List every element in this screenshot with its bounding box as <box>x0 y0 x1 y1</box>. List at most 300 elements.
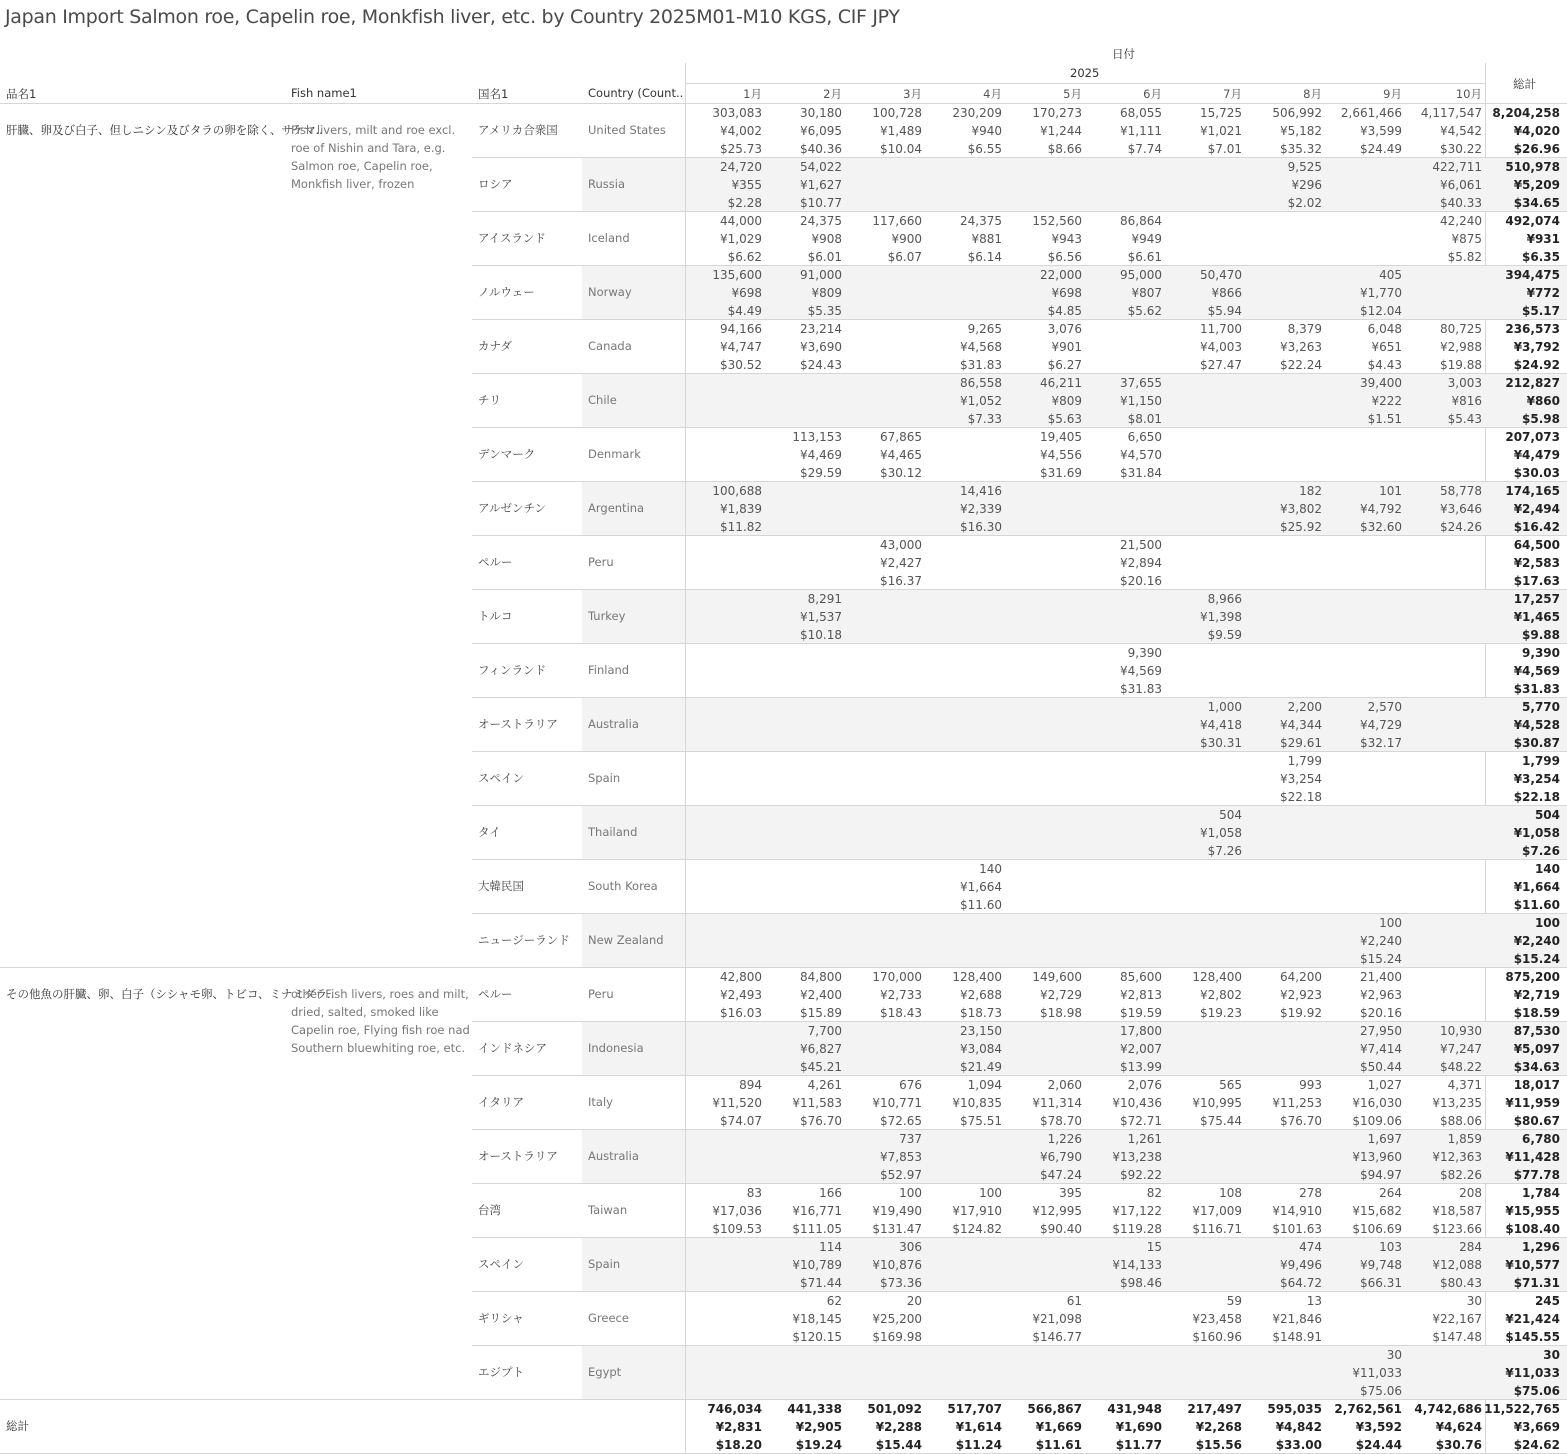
cell-usd: $101.63 <box>1272 1222 1322 1236</box>
cell-usd: $73.36 <box>880 1276 922 1290</box>
data-cell <box>1246 1184 1322 1238</box>
country-name-en[interactable]: Indonesia <box>588 1041 644 1055</box>
cell-usd: $50.44 <box>1360 1060 1402 1074</box>
data-cell <box>1406 1076 1482 1130</box>
country-name-en[interactable]: Iceland <box>588 231 630 245</box>
data-cell <box>1246 158 1322 212</box>
row-total-cell <box>1484 914 1560 968</box>
cell-kgs: 84,800 <box>800 970 842 984</box>
cell-kgs: 6,048 <box>1367 322 1402 336</box>
data-cell <box>1166 1292 1242 1346</box>
month-header-6[interactable]: 6月 <box>1143 87 1162 101</box>
cell-kgs: 9,525 <box>1287 160 1322 174</box>
cell-usd: $145.55 <box>1505 1330 1560 1344</box>
data-cell <box>1086 104 1162 158</box>
country-name-jp[interactable]: フィンランド <box>478 663 547 677</box>
cell-usd: $27.47 <box>1200 358 1242 372</box>
cell-jpy: ¥18,145 <box>792 1312 842 1326</box>
cell-usd: $10.04 <box>880 142 922 156</box>
cell-jpy: ¥11,253 <box>1272 1096 1322 1110</box>
cell-kgs: 208 <box>1459 1186 1482 1200</box>
country-name-en[interactable]: Finland <box>588 663 630 677</box>
country-name-en[interactable]: Spain <box>588 1257 621 1271</box>
cell-kgs: 230,209 <box>952 106 1002 120</box>
grand-total-cell <box>1326 1400 1402 1454</box>
cell-jpy: ¥2,733 <box>880 988 922 1002</box>
cell-usd: $90.40 <box>1040 1222 1082 1236</box>
cell-kgs: 21,400 <box>1360 970 1402 984</box>
data-cell <box>1326 482 1402 536</box>
row-total-cell <box>1484 158 1560 212</box>
cell-usd: $1.51 <box>1367 412 1402 426</box>
cell-jpy: ¥3,592 <box>1355 1420 1402 1434</box>
data-cell <box>846 104 922 158</box>
cell-usd: $11.60 <box>1513 898 1560 912</box>
cell-usd: $16.42 <box>1513 520 1560 534</box>
header-line-year <box>686 83 1486 84</box>
cell-usd: $15.24 <box>1360 952 1402 966</box>
row-band-data <box>686 697 1567 751</box>
country-name-en[interactable]: Thailand <box>588 825 638 839</box>
country-name-jp[interactable]: カナダ <box>478 339 512 353</box>
row-total-cell <box>1484 1346 1560 1400</box>
cell-jpy: ¥1,839 <box>720 502 762 516</box>
cell-usd: $19.59 <box>1120 1006 1162 1020</box>
row-separator <box>472 643 1567 644</box>
cell-jpy: ¥10,876 <box>872 1258 922 1272</box>
cell-jpy: ¥2,802 <box>1200 988 1242 1002</box>
data-cell <box>766 590 842 644</box>
data-cell <box>926 1076 1002 1130</box>
country-name-en[interactable]: Peru <box>588 555 614 569</box>
data-cell <box>1006 266 1082 320</box>
cell-kgs: 39,400 <box>1360 376 1402 390</box>
data-cell <box>1166 1184 1242 1238</box>
data-cell <box>1006 1076 1082 1130</box>
cell-usd: $66.31 <box>1360 1276 1402 1290</box>
cell-usd: $64.72 <box>1280 1276 1322 1290</box>
row-separator <box>472 157 1567 158</box>
country-name-jp[interactable]: エジプト <box>478 1365 524 1379</box>
cell-usd: $120.15 <box>792 1330 842 1344</box>
cell-jpy: ¥4,569 <box>1513 664 1560 678</box>
cell-usd: $24.26 <box>1440 520 1482 534</box>
country-name-en[interactable]: New Zealand <box>588 933 664 947</box>
cell-usd: $75.06 <box>1513 1384 1560 1398</box>
cell-kgs: 20 <box>906 1294 922 1308</box>
country-name-en[interactable]: Chile <box>588 393 617 407</box>
country-name-jp[interactable]: オーストラリア <box>478 1149 558 1163</box>
country-name-jp[interactable]: 台湾 <box>478 1203 501 1217</box>
data-cell <box>1006 428 1082 482</box>
cell-jpy: ¥2,831 <box>715 1420 762 1434</box>
cell-kgs: 3,076 <box>1047 322 1082 336</box>
row-total-cell <box>1484 1076 1560 1130</box>
cell-kgs: 394,475 <box>1505 268 1560 282</box>
date-header: 日付 <box>1112 47 1135 61</box>
data-cell <box>1166 104 1242 158</box>
country-en-header[interactable]: Country (Count.. <box>588 86 684 100</box>
cell-kgs: 566,867 <box>1027 1402 1082 1416</box>
row-total-cell <box>1484 266 1560 320</box>
cell-jpy: ¥860 <box>1526 394 1560 408</box>
country-name-jp[interactable]: アルゼンチン <box>478 501 546 515</box>
cell-usd: $33.00 <box>1275 1438 1322 1452</box>
country-name-jp[interactable]: タイ <box>478 825 501 839</box>
cell-jpy: ¥3,254 <box>1280 772 1322 786</box>
cell-usd: $10.77 <box>800 196 842 210</box>
data-cell <box>766 320 842 374</box>
cell-usd: $40.33 <box>1440 196 1482 210</box>
month-header-10[interactable]: 10月 <box>1455 87 1482 101</box>
cell-jpy: ¥2,963 <box>1360 988 1402 1002</box>
data-cell <box>686 158 762 212</box>
cell-kgs: 68,055 <box>1120 106 1162 120</box>
cell-usd: $34.65 <box>1513 196 1560 210</box>
cell-usd: $16.03 <box>720 1006 762 1020</box>
cell-usd: $47.24 <box>1040 1168 1082 1182</box>
cell-jpy: ¥1,398 <box>1200 610 1242 624</box>
row-separator <box>472 859 1567 860</box>
country-name-jp[interactable]: ペルー <box>478 987 513 1001</box>
cell-jpy: ¥1,537 <box>800 610 842 624</box>
cell-jpy: ¥1,052 <box>960 394 1002 408</box>
country-name-jp[interactable]: ロシア <box>478 177 513 191</box>
cell-usd: $6.27 <box>1047 358 1082 372</box>
country-name-jp[interactable]: インドネシア <box>478 1041 547 1055</box>
cell-kgs: 8,966 <box>1207 592 1242 606</box>
country-name-en[interactable]: Russia <box>588 177 625 191</box>
data-cell <box>926 482 1002 536</box>
cell-jpy: ¥1,614 <box>955 1420 1002 1434</box>
data-cell <box>1326 320 1402 374</box>
cell-jpy: ¥15,955 <box>1505 1204 1560 1218</box>
cell-usd: $6.61 <box>1127 250 1162 264</box>
cell-kgs: 504 <box>1219 808 1242 822</box>
cell-usd: $116.71 <box>1192 1222 1242 1236</box>
data-cell <box>686 320 762 374</box>
cell-jpy: ¥21,846 <box>1272 1312 1322 1326</box>
month-header-5[interactable]: 5月 <box>1063 87 1082 101</box>
cell-kgs: 21,500 <box>1120 538 1162 552</box>
cell-jpy: ¥14,910 <box>1272 1204 1322 1218</box>
cell-usd: $78.70 <box>1040 1114 1082 1128</box>
month-header-9[interactable]: 9月 <box>1383 87 1402 101</box>
country-name-en[interactable]: United States <box>588 123 666 137</box>
cell-usd: $109.53 <box>712 1222 762 1236</box>
cell-jpy: ¥2,400 <box>800 988 842 1002</box>
row-total-cell <box>1484 806 1560 860</box>
country-name-en[interactable]: Australia <box>588 717 639 731</box>
data-cell <box>1406 482 1482 536</box>
country-name-jp[interactable]: イタリア <box>478 1095 524 1109</box>
cell-usd: $31.69 <box>1040 466 1082 480</box>
cell-jpy: ¥651 <box>1371 340 1402 354</box>
row-separator <box>472 751 1567 752</box>
cell-usd: $16.30 <box>960 520 1002 534</box>
data-cell <box>686 968 762 1022</box>
cell-jpy: ¥4,479 <box>1513 448 1560 462</box>
total-column-header[interactable]: 総計 <box>1513 77 1536 91</box>
country-name-jp[interactable]: ギリシャ <box>478 1311 524 1325</box>
cell-usd: $19.92 <box>1280 1006 1322 1020</box>
cell-kgs: 1,226 <box>1047 1132 1082 1146</box>
cell-kgs: 86,864 <box>1120 214 1162 228</box>
data-cell <box>1166 968 1242 1022</box>
month-header-1[interactable]: 1月 <box>743 87 762 101</box>
cell-kgs: 67,865 <box>880 430 922 444</box>
cell-jpy: ¥4,469 <box>800 448 842 462</box>
cell-jpy: ¥2,240 <box>1513 934 1560 948</box>
month-header-7[interactable]: 7月 <box>1223 87 1242 101</box>
cell-kgs: 6,650 <box>1127 430 1162 444</box>
country-name-jp[interactable]: デンマーク <box>478 447 536 461</box>
cell-kgs: 431,948 <box>1107 1402 1162 1416</box>
cell-usd: $7.01 <box>1207 142 1242 156</box>
data-cell <box>1406 212 1482 266</box>
country-name-jp[interactable]: アイスランド <box>478 231 546 245</box>
country-name-jp[interactable]: ノルウェー <box>478 285 535 299</box>
country-name-en[interactable]: Norway <box>588 285 632 299</box>
cell-usd: $35.32 <box>1280 142 1322 156</box>
cell-jpy: ¥10,436 <box>1112 1096 1162 1110</box>
data-cell <box>846 968 922 1022</box>
cell-usd: $25.73 <box>720 142 762 156</box>
cell-usd: $16.37 <box>880 574 922 588</box>
cell-usd: $29.61 <box>1280 736 1322 750</box>
data-cell <box>1086 1130 1162 1184</box>
country-name-en[interactable]: Greece <box>588 1311 629 1325</box>
cell-usd: $7.26 <box>1207 844 1242 858</box>
cell-usd: $34.63 <box>1513 1060 1560 1074</box>
country-name-en[interactable]: Peru <box>588 987 614 1001</box>
cell-usd: $108.40 <box>1505 1222 1560 1236</box>
cell-jpy: ¥3,669 <box>1513 1420 1560 1434</box>
cell-jpy: ¥2,007 <box>1120 1042 1162 1056</box>
cell-kgs: 128,400 <box>1192 970 1242 984</box>
row-total-cell <box>1484 860 1560 914</box>
row-separator <box>472 589 1567 590</box>
cell-kgs: 27,950 <box>1360 1024 1402 1038</box>
month-header-3[interactable]: 3月 <box>903 87 922 101</box>
cell-usd: $25.92 <box>1280 520 1322 534</box>
country-name-jp[interactable]: ニュージーランド <box>478 933 570 947</box>
row-total-cell <box>1484 536 1560 590</box>
cell-kgs: 108 <box>1219 1186 1242 1200</box>
data-cell <box>1246 1292 1322 1346</box>
cell-usd: $20.16 <box>1120 574 1162 588</box>
month-header-4[interactable]: 4月 <box>983 87 1002 101</box>
data-cell <box>1006 1292 1082 1346</box>
cell-jpy: ¥17,122 <box>1112 1204 1162 1218</box>
country-name-en[interactable]: Taiwan <box>588 1203 628 1217</box>
country-name-en[interactable]: Spain <box>588 771 621 785</box>
country-name-jp[interactable]: スペイン <box>478 1257 524 1271</box>
fish-name-header[interactable]: Fish name1 <box>291 86 357 100</box>
cell-usd: $29.59 <box>800 466 842 480</box>
cell-jpy: ¥5,182 <box>1280 124 1322 138</box>
cell-jpy: ¥809 <box>811 286 842 300</box>
cell-kgs: 1,296 <box>1522 1240 1560 1254</box>
country-name-en[interactable]: Canada <box>588 339 632 353</box>
country-name-jp[interactable]: チリ <box>478 393 501 407</box>
cell-usd: $72.71 <box>1120 1114 1162 1128</box>
cell-usd: $6.14 <box>967 250 1002 264</box>
cell-usd: $71.31 <box>1513 1276 1560 1290</box>
cell-jpy: ¥11,033 <box>1505 1366 1560 1380</box>
cell-kgs: 87,530 <box>1513 1024 1560 1038</box>
cell-kgs: 746,034 <box>707 1402 762 1416</box>
month-header-2[interactable]: 2月 <box>823 87 842 101</box>
cell-kgs: 117,660 <box>872 214 922 228</box>
cell-jpy: ¥10,789 <box>792 1258 842 1272</box>
cell-jpy: ¥6,827 <box>800 1042 842 1056</box>
row-total-cell <box>1484 1022 1560 1076</box>
product-jp-header[interactable]: 品名1 <box>6 87 37 101</box>
cell-jpy: ¥11,959 <box>1505 1096 1560 1110</box>
cell-kgs: 166 <box>819 1186 842 1200</box>
cell-usd: $123.66 <box>1432 1222 1482 1236</box>
cell-jpy: ¥22,167 <box>1432 1312 1482 1326</box>
cell-jpy: ¥9,748 <box>1360 1258 1402 1272</box>
cell-jpy: ¥11,520 <box>712 1096 762 1110</box>
cell-jpy: ¥21,098 <box>1032 1312 1082 1326</box>
data-cell <box>766 1184 842 1238</box>
cell-jpy: ¥4,747 <box>720 340 762 354</box>
cell-jpy: ¥7,853 <box>880 1150 922 1164</box>
cell-usd: $18.73 <box>960 1006 1002 1020</box>
cell-kgs: 492,074 <box>1505 214 1560 228</box>
cell-jpy: ¥1,150 <box>1120 394 1162 408</box>
cell-usd: $109.06 <box>1352 1114 1402 1128</box>
cell-jpy: ¥13,238 <box>1112 1150 1162 1164</box>
country-jp-header[interactable]: 国名1 <box>478 87 509 101</box>
cell-usd: $18.98 <box>1040 1006 1082 1020</box>
data-cell <box>1006 374 1082 428</box>
country-name-jp[interactable]: スペイン <box>478 771 524 785</box>
data-cell <box>766 1238 842 1292</box>
cell-kgs: 8,379 <box>1287 322 1322 336</box>
cell-usd: $30.03 <box>1513 466 1560 480</box>
cell-kgs: 510,978 <box>1505 160 1560 174</box>
country-name-en[interactable]: Turkey <box>588 609 626 623</box>
cell-kgs: 15 <box>1146 1240 1162 1254</box>
country-name-en[interactable]: Denmark <box>588 447 641 461</box>
cell-kgs: 993 <box>1299 1078 1322 1092</box>
country-name-jp[interactable]: ペルー <box>478 555 513 569</box>
cell-usd: $148.91 <box>1272 1330 1322 1344</box>
cell-jpy: ¥11,314 <box>1032 1096 1082 1110</box>
cell-jpy: ¥2,240 <box>1360 934 1402 948</box>
cell-kgs: 501,092 <box>867 1402 922 1416</box>
grand-total-cell <box>766 1400 842 1454</box>
cell-usd: $6.55 <box>967 142 1002 156</box>
data-cell <box>1006 968 1082 1022</box>
cell-kgs: 2,661,466 <box>1340 106 1402 120</box>
cell-jpy: ¥4,528 <box>1513 718 1560 732</box>
country-name-en[interactable]: South Korea <box>588 879 658 893</box>
cell-jpy: ¥5,209 <box>1513 178 1560 192</box>
cell-kgs: 100,728 <box>872 106 922 120</box>
country-name-en[interactable]: Argentina <box>588 501 645 515</box>
row-band-data <box>686 913 1567 967</box>
cell-kgs: 4,371 <box>1447 1078 1482 1092</box>
cell-jpy: ¥1,664 <box>960 880 1002 894</box>
cell-kgs: 103 <box>1379 1240 1402 1254</box>
cell-jpy: ¥4,842 <box>1275 1420 1322 1434</box>
data-cell <box>1246 1238 1322 1292</box>
cell-jpy: ¥1,058 <box>1513 826 1560 840</box>
data-cell <box>1006 320 1082 374</box>
cell-jpy: ¥1,770 <box>1360 286 1402 300</box>
data-cell <box>1166 266 1242 320</box>
cell-jpy: ¥19,490 <box>872 1204 922 1218</box>
cell-jpy: ¥1,669 <box>1035 1420 1082 1434</box>
cell-jpy: ¥4,570 <box>1120 448 1162 462</box>
country-name-en[interactable]: Egypt <box>588 1365 622 1379</box>
data-cell <box>1166 806 1242 860</box>
cell-kgs: 100,688 <box>712 484 762 498</box>
data-cell <box>926 320 1002 374</box>
country-name-jp[interactable]: アメリカ合衆国 <box>478 123 558 137</box>
data-cell <box>1246 698 1322 752</box>
cell-usd: $5.43 <box>1447 412 1482 426</box>
cell-usd: $7.33 <box>967 412 1002 426</box>
cell-kgs: 86,558 <box>960 376 1002 390</box>
data-cell <box>1326 1346 1402 1400</box>
cell-kgs: 676 <box>899 1078 922 1092</box>
cell-jpy: ¥6,790 <box>1040 1150 1082 1164</box>
grand-total-label: 総計 <box>6 1419 29 1433</box>
country-name-jp[interactable]: トルコ <box>478 609 513 623</box>
country-name-en[interactable]: Australia <box>588 1149 639 1163</box>
data-cell <box>846 1130 922 1184</box>
cell-jpy: ¥4,002 <box>720 124 762 138</box>
country-name-jp[interactable]: オーストラリア <box>478 717 558 731</box>
cell-kgs: 17,257 <box>1513 592 1560 606</box>
cell-jpy: ¥943 <box>1051 232 1082 246</box>
grand-total-cell <box>1086 1400 1162 1454</box>
cell-kgs: 2,076 <box>1127 1078 1162 1092</box>
cell-kgs: 441,338 <box>787 1402 842 1416</box>
country-name-jp[interactable]: 大韓民国 <box>478 879 524 893</box>
cell-jpy: ¥2,493 <box>720 988 762 1002</box>
row-total-cell <box>1484 1238 1560 1292</box>
data-cell <box>1086 428 1162 482</box>
cell-jpy: ¥3,690 <box>800 340 842 354</box>
cell-usd: $13.99 <box>1120 1060 1162 1074</box>
cell-kgs: 24,375 <box>960 214 1002 228</box>
cell-jpy: ¥4,729 <box>1360 718 1402 732</box>
cell-kgs: 2,060 <box>1047 1078 1082 1092</box>
cell-kgs: 113,153 <box>792 430 842 444</box>
grand-total-cell <box>1406 1400 1482 1454</box>
cell-jpy: ¥698 <box>731 286 762 300</box>
cell-usd: $6.01 <box>807 250 842 264</box>
cell-usd: $11.82 <box>720 520 762 534</box>
cell-kgs: 504 <box>1534 808 1560 822</box>
cell-usd: $6.62 <box>727 250 762 264</box>
data-cell <box>1406 1022 1482 1076</box>
cell-kgs: 182 <box>1299 484 1322 498</box>
data-cell <box>1326 698 1402 752</box>
cell-kgs: 37,655 <box>1120 376 1162 390</box>
data-cell <box>1086 266 1162 320</box>
month-header-8[interactable]: 8月 <box>1303 87 1322 101</box>
country-name-en[interactable]: Italy <box>588 1095 613 1109</box>
cell-usd: $8.66 <box>1047 142 1082 156</box>
fish-name-en: other Fish livers, roes and milt, dried, salted, smoked like Capelin roe, Flying fish roe nad Southern bluewhiting roe, etc. <box>291 987 470 1055</box>
